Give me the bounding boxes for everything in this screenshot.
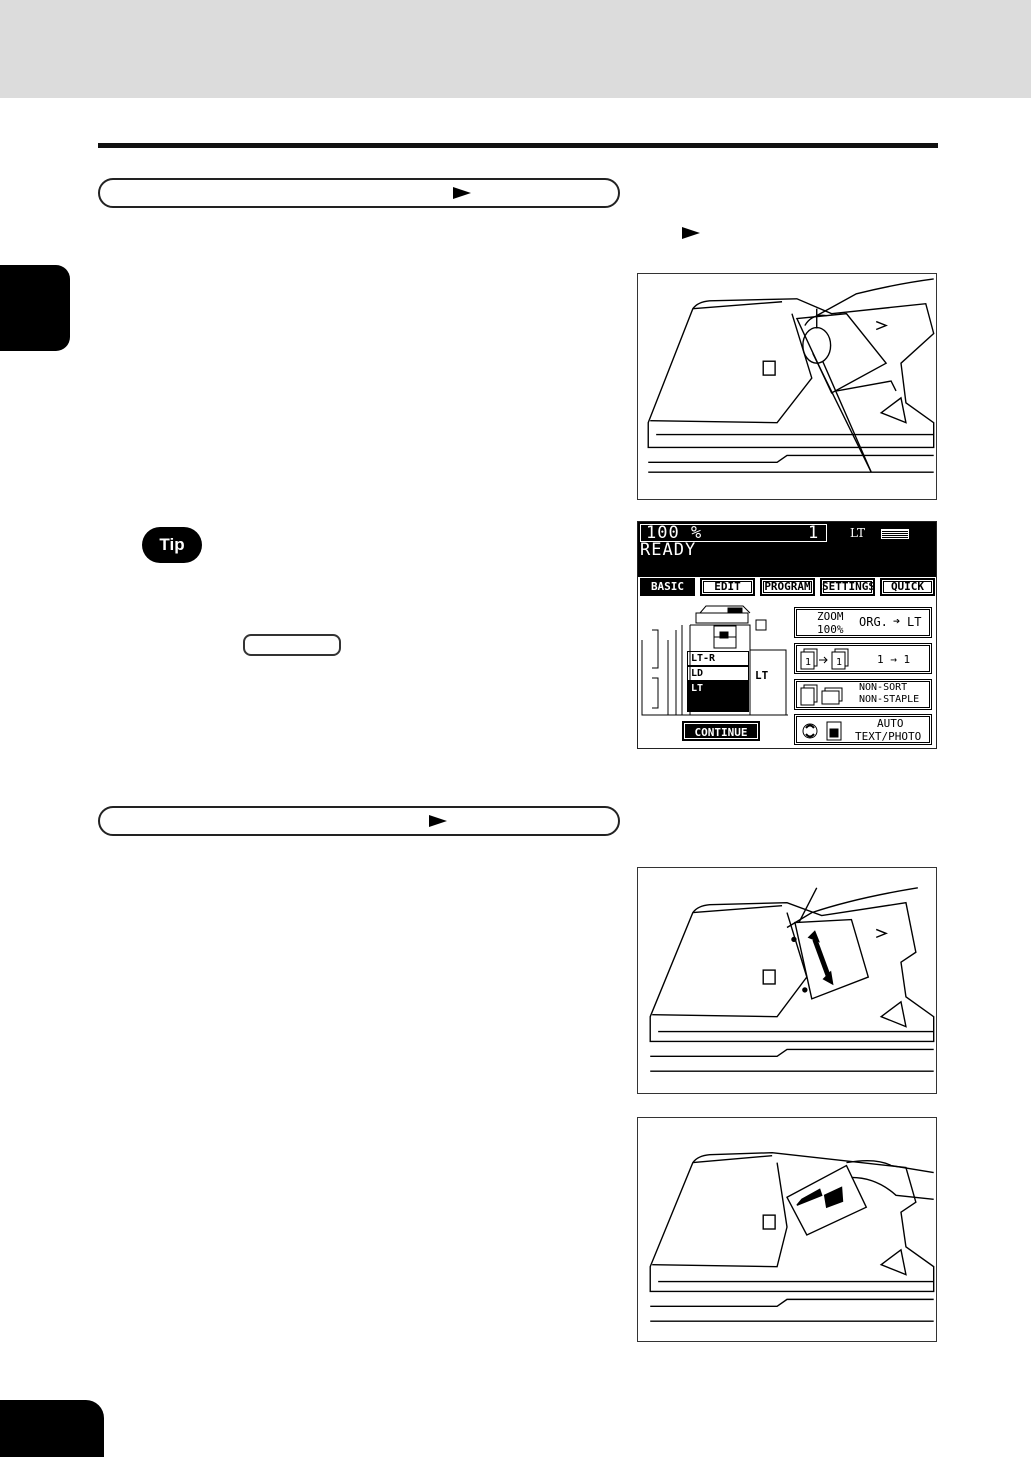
tip-badge: Tip bbox=[142, 527, 202, 563]
lcd-ready-message: READY bbox=[640, 540, 697, 560]
lcd-zoom-value: 100 % bbox=[646, 523, 703, 543]
control-panel-display bbox=[637, 521, 937, 749]
key-outline bbox=[243, 634, 341, 656]
finish-sort: NON-SORT bbox=[859, 682, 908, 693]
duplex-icon bbox=[799, 648, 857, 672]
lcd-paper-size: LT bbox=[850, 526, 865, 540]
zoom-value: 100% bbox=[817, 623, 844, 636]
section-heading-1 bbox=[98, 178, 620, 208]
tab-program[interactable]: PROGRAM bbox=[760, 578, 815, 596]
auto-image-icon bbox=[801, 720, 853, 742]
duplex-button[interactable] bbox=[794, 643, 932, 674]
finishing-button[interactable] bbox=[794, 679, 932, 710]
tray-lt-r[interactable]: LT-R bbox=[687, 651, 749, 666]
arrow-right-icon bbox=[429, 815, 447, 827]
paper-level-icon bbox=[881, 529, 909, 539]
image-mode-type: TEXT/PHOTO bbox=[855, 730, 922, 743]
section-rule bbox=[98, 143, 938, 148]
org-label: ORG. bbox=[859, 615, 888, 629]
selected-paper-size: LT bbox=[755, 669, 769, 682]
arrow-right-icon: ➔ bbox=[893, 614, 901, 628]
tray-lt[interactable]: LT bbox=[687, 681, 749, 712]
adf-guide-slide-icon bbox=[637, 867, 937, 1094]
tab-quick[interactable]: QUICK bbox=[880, 578, 935, 596]
section-heading-2 bbox=[98, 806, 620, 836]
adf-guide-adjust-icon bbox=[637, 273, 937, 500]
tab-settings[interactable]: SETTINGS bbox=[820, 578, 875, 596]
tab-basic[interactable]: BASIC bbox=[640, 578, 695, 596]
lcd-status-area bbox=[638, 522, 937, 577]
adf-document-insert-icon bbox=[637, 1117, 937, 1342]
finish-staple: NON-STAPLE bbox=[859, 694, 920, 705]
header-band bbox=[0, 0, 1031, 98]
image-mode-button[interactable] bbox=[794, 714, 932, 745]
sort-icon bbox=[799, 684, 851, 708]
page-number-tab bbox=[0, 1400, 104, 1457]
lcd-copy-count: 1 bbox=[808, 523, 819, 543]
zoom-label: ZOOM bbox=[817, 610, 844, 623]
svg-text:1: 1 bbox=[805, 657, 812, 668]
tray-ld[interactable]: LD bbox=[687, 666, 749, 681]
lcd-tab-bar bbox=[640, 578, 937, 598]
arrow-right-icon bbox=[453, 187, 471, 199]
tab-edit[interactable]: EDIT bbox=[700, 578, 755, 596]
svg-text:1: 1 bbox=[836, 657, 843, 668]
image-mode-auto: AUTO bbox=[877, 717, 904, 730]
chapter-tab bbox=[0, 265, 70, 351]
arrow-right-icon bbox=[682, 227, 700, 239]
org-size: LT bbox=[907, 615, 922, 629]
continue-button[interactable]: CONTINUE bbox=[682, 721, 760, 741]
zoom-button[interactable] bbox=[794, 607, 932, 638]
duplex-value: 1 → 1 bbox=[877, 653, 911, 666]
